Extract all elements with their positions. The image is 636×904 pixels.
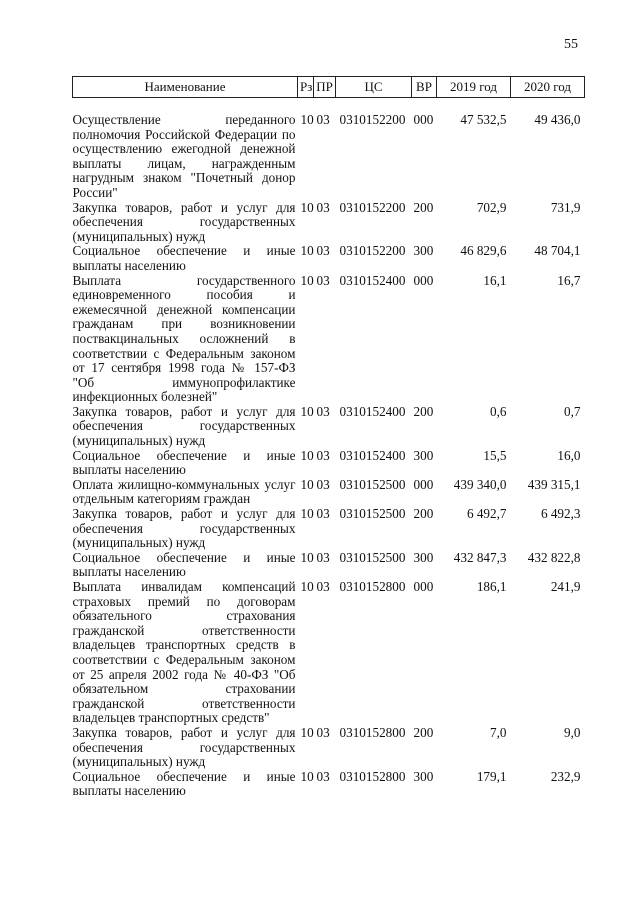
row-value-2019: 0,6 bbox=[490, 403, 507, 419]
row-value-2019: 47 532,5 bbox=[460, 112, 507, 127]
row-value-2019: 179,1 bbox=[476, 768, 507, 784]
table-row bbox=[73, 98, 585, 201]
row-cs: 0310152200 bbox=[339, 199, 406, 215]
row-vr: 000 bbox=[413, 112, 434, 127]
row-rz: 10 bbox=[300, 579, 314, 594]
row-name: Социальное обеспечение и иные выплаты населению bbox=[72, 243, 296, 273]
row-pr: 03 bbox=[316, 243, 330, 259]
row-cs: 0310152800 bbox=[339, 579, 406, 594]
row-pr: 03 bbox=[316, 112, 330, 127]
row-rz: 10 bbox=[300, 476, 314, 492]
row-cs: 0310152800 bbox=[339, 724, 406, 740]
header-pr: ПР bbox=[314, 77, 336, 98]
row-value-2019: 6 492,7 bbox=[466, 506, 507, 522]
row-value-2019: 46 829,6 bbox=[460, 243, 507, 259]
row-pr: 03 bbox=[316, 579, 330, 594]
row-rz: 10 bbox=[300, 112, 314, 127]
header-cs: ЦС bbox=[336, 77, 412, 98]
row-name: Выплата государственного единовременного пособия и ежемесячной денежной компенсации гражданам при возникновении поствакцинальных осложнений в соответствии с Федеральным законом от 17 сентября 1998 года № 157-ФЗ "Об иммунопрофилактике инфекционных болезней" bbox=[72, 272, 296, 405]
row-pr: 03 bbox=[316, 506, 330, 522]
row-value-2019: 15,5 bbox=[483, 447, 507, 463]
row-pr: 03 bbox=[316, 724, 330, 740]
row-vr: 200 bbox=[413, 724, 434, 740]
row-value-2020: 9,0 bbox=[564, 724, 581, 740]
row-vr: 200 bbox=[413, 506, 434, 522]
row-pr: 03 bbox=[316, 199, 330, 215]
row-value-2020: 48 704,1 bbox=[534, 243, 581, 259]
row-name: Осуществление переданного полномочия Российской Федерации по осуществлению ежегодной денежной выплаты лицам, награжденным нагрудным знаком "Почетный донор России" bbox=[72, 112, 296, 200]
table-row bbox=[73, 478, 585, 507]
table-row bbox=[73, 244, 585, 273]
row-cs: 0310152500 bbox=[339, 476, 406, 492]
table-row bbox=[73, 726, 585, 770]
header-2020: 2020 год bbox=[511, 77, 585, 98]
row-cs: 0310152200 bbox=[339, 112, 406, 127]
row-value-2020: 232,9 bbox=[550, 768, 581, 784]
row-cs: 0310152500 bbox=[339, 506, 406, 522]
row-value-2019: 439 340,0 bbox=[453, 476, 507, 492]
row-cs: 0310152800 bbox=[339, 768, 406, 784]
row-name: Социальное обеспечение и иные выплаты населению bbox=[72, 549, 296, 580]
row-rz: 10 bbox=[300, 506, 314, 522]
row-pr: 03 bbox=[316, 768, 330, 784]
table-header bbox=[73, 77, 585, 98]
row-rz: 10 bbox=[300, 768, 314, 784]
table-row bbox=[73, 551, 585, 580]
row-cs: 0310152200 bbox=[339, 243, 406, 259]
row-name: Социальное обеспечение и иные выплаты населению bbox=[72, 768, 296, 799]
row-value-2020: 432 822,8 bbox=[527, 549, 581, 565]
row-value-2019: 702,9 bbox=[476, 199, 507, 215]
row-name: Закупка товаров, работ и услуг для обеспечения государственных (муниципальных) нужд bbox=[72, 403, 296, 449]
header-vr: ВР bbox=[412, 77, 437, 98]
row-name: Выплата инвалидам компенсаций страховых премий по договорам обязательного страхования гражданской ответственности владельцев транспортных средств в соответствии с Федеральным законом от 25 апреля 2002 года № 40-ФЗ "Об обязательном страховании гражданской ответственности владельцев транспортных средств" bbox=[72, 579, 296, 726]
row-value-2019: 186,1 bbox=[476, 579, 507, 594]
table-body bbox=[73, 98, 585, 799]
row-vr: 200 bbox=[413, 199, 434, 215]
row-name: Закупка товаров, работ и услуг для обеспечения государственных (муниципальных) нужд bbox=[72, 506, 296, 551]
row-vr: 300 bbox=[413, 549, 434, 565]
row-cs: 0310152400 bbox=[339, 403, 406, 419]
row-rz: 10 bbox=[300, 403, 314, 419]
table-row bbox=[73, 770, 585, 799]
row-name: Оплата жилищно-коммунальных услуг отдельным категориям граждан bbox=[72, 476, 296, 507]
row-rz: 10 bbox=[300, 724, 314, 740]
row-value-2020: 16,7 bbox=[557, 272, 581, 288]
row-vr: 300 bbox=[413, 768, 434, 784]
row-value-2020: 0,7 bbox=[564, 403, 581, 419]
row-pr: 03 bbox=[316, 447, 330, 463]
row-pr: 03 bbox=[316, 549, 330, 565]
row-rz: 10 bbox=[300, 243, 314, 259]
table-row bbox=[73, 580, 585, 726]
row-name: Закупка товаров, работ и услуг для обеспечения государственных (муниципальных) нужд bbox=[72, 724, 296, 770]
row-value-2020: 16,0 bbox=[557, 447, 581, 463]
row-rz: 10 bbox=[300, 199, 314, 215]
row-vr: 000 bbox=[413, 272, 434, 288]
table-row bbox=[73, 274, 585, 405]
row-value-2020: 49 436,0 bbox=[534, 112, 581, 127]
row-pr: 03 bbox=[316, 272, 330, 288]
row-rz: 10 bbox=[300, 549, 314, 565]
row-value-2020: 241,9 bbox=[550, 579, 581, 594]
row-rz: 10 bbox=[300, 447, 314, 463]
page-number: 55 bbox=[564, 37, 578, 52]
row-vr: 300 bbox=[413, 243, 434, 259]
row-vr: 300 bbox=[413, 447, 434, 463]
row-value-2019: 16,1 bbox=[483, 272, 507, 288]
row-value-2020: 6 492,3 bbox=[540, 506, 581, 522]
row-pr: 03 bbox=[316, 403, 330, 419]
row-name: Закупка товаров, работ и услуг для обеспечения государственных (муниципальных) нужд bbox=[72, 199, 296, 244]
row-value-2019: 7,0 bbox=[490, 724, 507, 740]
row-cs: 0310152500 bbox=[339, 549, 406, 565]
header-2019: 2019 год bbox=[437, 77, 511, 98]
table-row bbox=[73, 449, 585, 478]
row-name: Социальное обеспечение и иные выплаты населению bbox=[72, 447, 296, 478]
row-value-2019: 432 847,3 bbox=[453, 549, 507, 565]
row-pr: 03 bbox=[316, 476, 330, 492]
row-value-2020: 439 315,1 bbox=[527, 476, 581, 492]
table-row bbox=[73, 201, 585, 245]
header-name: Наименование bbox=[73, 77, 298, 98]
row-value-2020: 731,9 bbox=[550, 199, 581, 215]
header-rz: Рз bbox=[298, 77, 314, 98]
row-vr: 200 bbox=[413, 403, 434, 419]
row-cs: 0310152400 bbox=[339, 272, 406, 288]
budget-table bbox=[72, 76, 585, 799]
table-row bbox=[73, 405, 585, 449]
row-vr: 000 bbox=[413, 476, 434, 492]
row-cs: 0310152400 bbox=[339, 447, 406, 463]
row-rz: 10 bbox=[300, 272, 314, 288]
table-row bbox=[73, 507, 585, 551]
row-vr: 000 bbox=[413, 579, 434, 594]
